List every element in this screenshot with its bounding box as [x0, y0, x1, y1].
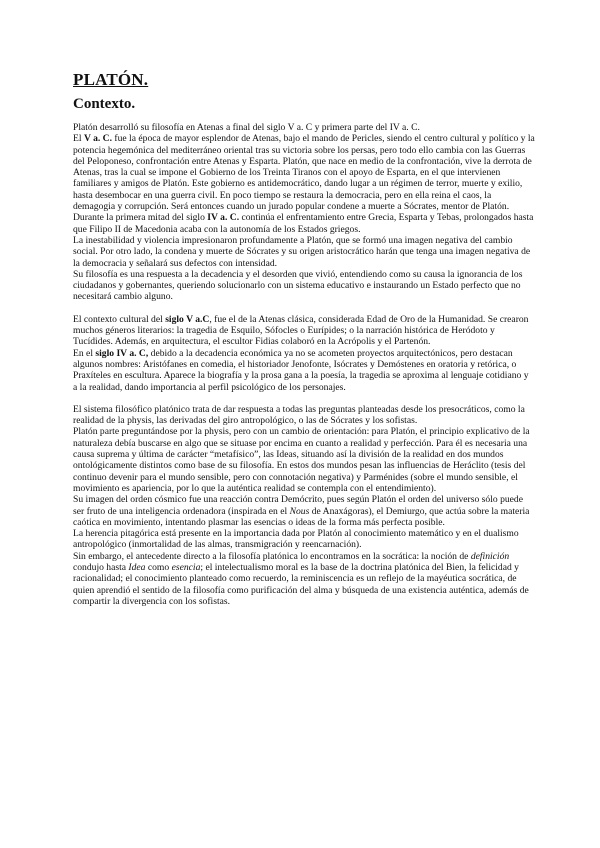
text-run: , fue el de la Atenas clásica, considerada Edad de Oro de la Humanidad. Se crearon muchos géneros literarios: la tragedia de Esquilo, Sófocles o Eurípides; o la narración histórica de Heródoto y Tucídides. Además, en arquitectura, el escultor Fidias colaboró en la Acrópolis y el Partenón.: [73, 313, 529, 348]
text-run: Sin embargo, el antecedente directo a la filosofía platónica lo encontramos en la socrática: la noción de: [73, 550, 471, 562]
text-run: Platón desarrolló su filosofía en Atenas a final del siglo V a. C y primera parte del IV a. C.: [73, 122, 420, 133]
italic-run: Idea: [128, 561, 146, 573]
text-run: La inestabilidad y violencia impresionaron profundamente a Platón, que se formó una imagen negativa del cambio social. Por otro lado, la condena y muerte de Sócrates y su origen aristocrático harán que tenga una imagen negativa de la democracia y señalará sus defectos con intensidad.: [73, 234, 531, 269]
italic-run: definición: [470, 550, 510, 562]
body-paragraph: [73, 122, 535, 133]
text-run: El contexto cultural del: [73, 313, 166, 325]
text-run: La herencia pitagórica está presente en la importancia dada por Platón al conocimiento matemático y en el dualismo antropológico (inmortalidad de las almas, transmigración y reencarnación).: [73, 528, 519, 551]
text-run: ; el intelectualismo moral es la base de la doctrina platónica del Bien, la felicidad y racionalidad; el conocimiento planteado como recuerdo, la reminiscencia es un reflejo de la mayéutica socrática, de quien aprendió el sentido de la filosofía como purificación del alma y búsqueda de una existencia auténtica, además de compartir la divergencia con los sofistas.: [73, 561, 529, 607]
body-paragraph: [73, 133, 535, 212]
body-paragraph: [73, 212, 535, 235]
italic-run: esencia: [171, 561, 201, 573]
body-paragraph: [73, 348, 535, 393]
text-run: Su filosofía es una respuesta a la decadencia y el desorden que vivió, entendiendo como su causa la ignorancia de los ciudadanos y gobernantes, queriendo solucionarlo con un sistema educativo e instaurando un Estado perfecto que no necesitará cambio alguno.: [73, 268, 523, 303]
body-paragraph: [73, 494, 535, 528]
body-paragraph: [73, 314, 535, 348]
body-paragraph: [73, 426, 535, 494]
text-run: Durante la primera mitad del siglo: [73, 212, 208, 224]
body-paragraph: [73, 528, 535, 551]
text-run: debido a la decadencia económica ya no se acometen proyectos arquitectónicos, pero destacan algunos nombres: Aristófanes en comedia, el historiador Jenofonte, Isócrates y Demóstenes en oratoria y retórica, o Praxíteles en escultura. Aparece la biografía y la prosa gana a la poesía, la tragedia se aproxima al lenguaje cotidiano y a la realidad, dando importancia al perfil psicológico de los personajes.: [73, 347, 529, 393]
bold-run: V a. C.: [83, 133, 113, 145]
italic-run: Nous: [289, 505, 310, 517]
paragraph-gap: [73, 303, 535, 314]
body-paragraph: [73, 404, 535, 427]
body-paragraph: [73, 235, 535, 269]
text-run: de Anaxágoras), el Demiurgo, que actúa sobre la materia caótica en movimiento, intentando plasmar las esencias o ideas de la forma más perfecta posible.: [73, 505, 530, 528]
text-run: continúa el enfrentamiento entre Grecia, Esparta y Tebas, prolongados hasta que Filipo II de Macedonia acaba con la autonomía de los Estados griegos.: [73, 212, 534, 235]
bold-run: IV a. C.: [207, 212, 240, 224]
document-page: [73, 70, 535, 607]
bold-run: siglo V a.C: [165, 313, 210, 325]
text-run: Su imagen del orden cósmico fue una reacción contra Demócrito, pues según Platón el orden del universo sólo puede ser fruto de una inteligencia ordenadora (inspirada en el: [73, 494, 523, 517]
section-heading: Contexto.: [73, 96, 136, 112]
text-run: fue la época de mayor esplendor de Atenas, bajo el mando de Pericles, siendo el centro cultural y político y la potencia hegemónica del mediterráneo oriental tras su victoria sobre los persas, pero todo ello cambia con las Guerras del Peloponeso, confrontación entre Atenas y Esparta. Platón, que nace en medio de la confrontación, vive la derrota de Atenas, tras la cual se impone el Gobierno de los Treinta Tiranos con el apoyo de Esparta, en el que intervienen familiares y amigos de Platón. Este gobierno es antidemocrático, dando lugar a un régimen de terror, muerte y exilio, hasta desembocar en una guerra civil. En poco tiempo se restaura la democracia, pero en ella reina el caos, la demagogia y corrupción. Será entonces cuando un jurado popular condene a muerte a Sócrates, mentor de Platón.: [73, 133, 535, 213]
document-body: [73, 122, 535, 607]
text-run: El sistema filosófico platónico trata de dar respuesta a todas las preguntas planteadas desde los presocráticos, como la realidad de la physis, las derivadas del giro antropológico, o las de Sócrates y los sofistas.: [73, 403, 525, 427]
text-run: El: [73, 133, 84, 145]
text-run: En el: [73, 347, 96, 359]
body-paragraph: [73, 269, 535, 303]
text-run: condujo hasta: [73, 561, 129, 573]
text-run: Platón parte preguntándose por la physis, pero con un cambio de orientación: para Platón, el principio explicativo de la naturaleza debía buscarse en algo que se situase por encima en cuanto a realidad y perfección. Para él es necesaria una causa suprema y última de carácter “metafísico”, las Ideas, situando así la división de la realidad en dos mundos ontológicamente distintos como base de su filosofía. En estos dos mundos pesan las influencias de Heráclito (tesis del continuo devenir para el mundo sensible, pero con connotación negativa) y Parménides (sobre el mundo sensible, el movimiento es apariencia, por lo que la auténtica realidad se contempla con el entendimiento).: [73, 426, 530, 494]
body-paragraph: [73, 551, 535, 607]
bold-run: siglo IV a. C,: [95, 347, 149, 359]
text-run: como: [145, 561, 172, 573]
paragraph-gap: [73, 393, 535, 404]
document-title: PLATÓN.: [73, 70, 149, 89]
